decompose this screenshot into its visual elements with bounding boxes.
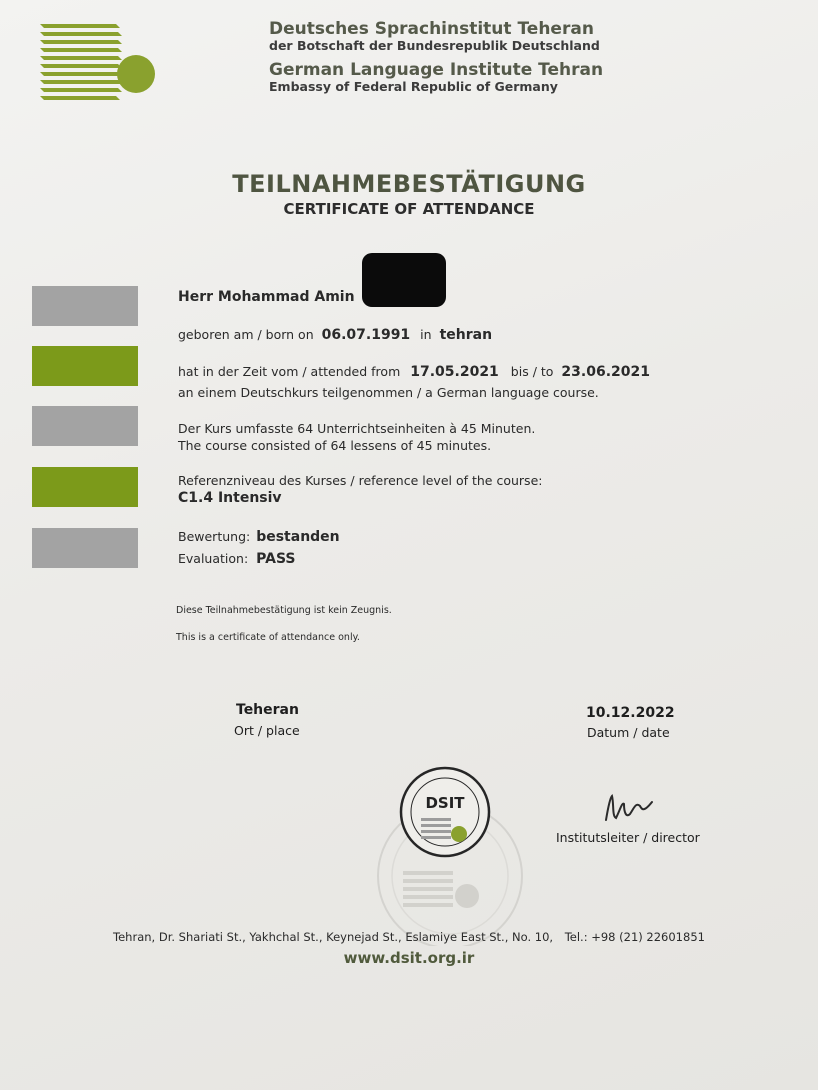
director-signature: [600, 790, 660, 830]
embassy-de: der Botschaft der Bundesrepublik Deutschland: [269, 38, 600, 53]
note-en: This is a certificate of attendance only.: [176, 632, 360, 643]
footer-website[interactable]: www.dsit.org.ir: [343, 949, 475, 967]
decor-bar-gray: [32, 528, 138, 568]
footer-address-line: [0, 930, 818, 944]
seal-text: DSIT: [425, 794, 465, 812]
attendance-line: [178, 364, 650, 380]
evaluation-en: [178, 551, 296, 567]
birth-line: [178, 327, 492, 343]
decor-bar-green: [32, 467, 138, 507]
place-value: Teheran: [236, 702, 299, 718]
footer-address: Tehran, Dr. Shariati St., Yakhchal St., Keynejad St., Eslamiye East St., No. 10,: [113, 930, 554, 944]
decor-bar-green: [32, 346, 138, 386]
units-en: The course consisted of 64 lessens of 45 minutes.: [178, 438, 492, 453]
institute-seal: [355, 766, 535, 946]
decor-bar-gray: [32, 286, 138, 326]
attendance-to: 23.06.2021: [561, 364, 650, 380]
birth-date: 06.07.1991: [321, 327, 411, 343]
embassy-en: Embassy of Federal Republic of Germany: [269, 79, 558, 94]
decor-bar-gray: [32, 406, 138, 446]
footer-tel: Tel.: +98 (21) 22601851: [564, 930, 705, 944]
attendance-label: hat in der Zeit vom / attended from: [178, 364, 401, 379]
level-value: C1.4 Intensiv: [178, 490, 282, 506]
note-de: Diese Teilnahmebestätigung ist kein Zeugnis.: [176, 605, 392, 616]
certificate-title: TEILNAHMEBESTÄTIGUNG: [232, 170, 586, 198]
birth-in-label: in: [420, 327, 432, 342]
attendance-from: 17.05.2021: [410, 364, 499, 380]
place-label: Ort / place: [234, 723, 300, 738]
units-de: Der Kurs umfasste 64 Unterrichtseinheiten à 45 Minuten.: [178, 421, 536, 436]
level-label: Referenzniveau des Kurses / reference level of the course:: [178, 473, 543, 488]
recipient-name: [178, 289, 355, 305]
institute-logo: [38, 22, 158, 108]
director-label: Institutsleiter / director: [556, 830, 700, 845]
course-line: an einem Deutschkurs teilgenommen / a German language course.: [178, 385, 599, 400]
date-value: 10.12.2022: [586, 705, 675, 721]
certificate-subtitle: CERTIFICATE OF ATTENDANCE: [283, 200, 535, 218]
institute-name-de: Deutsches Sprachinstitut Teheran: [269, 19, 594, 39]
date-label: Datum / date: [587, 725, 670, 740]
evaluation-de: [178, 529, 340, 545]
attendance-to-label: bis / to: [510, 364, 554, 379]
evaluation-de-label: Bewertung:: [178, 529, 251, 544]
recipient-name-text: Herr Mohammad Amin: [178, 289, 355, 305]
birth-place: tehran: [439, 327, 493, 343]
evaluation-en-label: Evaluation:: [178, 551, 249, 566]
evaluation-en-value: PASS: [256, 551, 296, 567]
birth-label: geboren am / born on: [178, 327, 314, 342]
redaction-block: [362, 253, 446, 307]
evaluation-de-value: bestanden: [256, 529, 340, 545]
institute-name-en: German Language Institute Tehran: [269, 60, 604, 80]
